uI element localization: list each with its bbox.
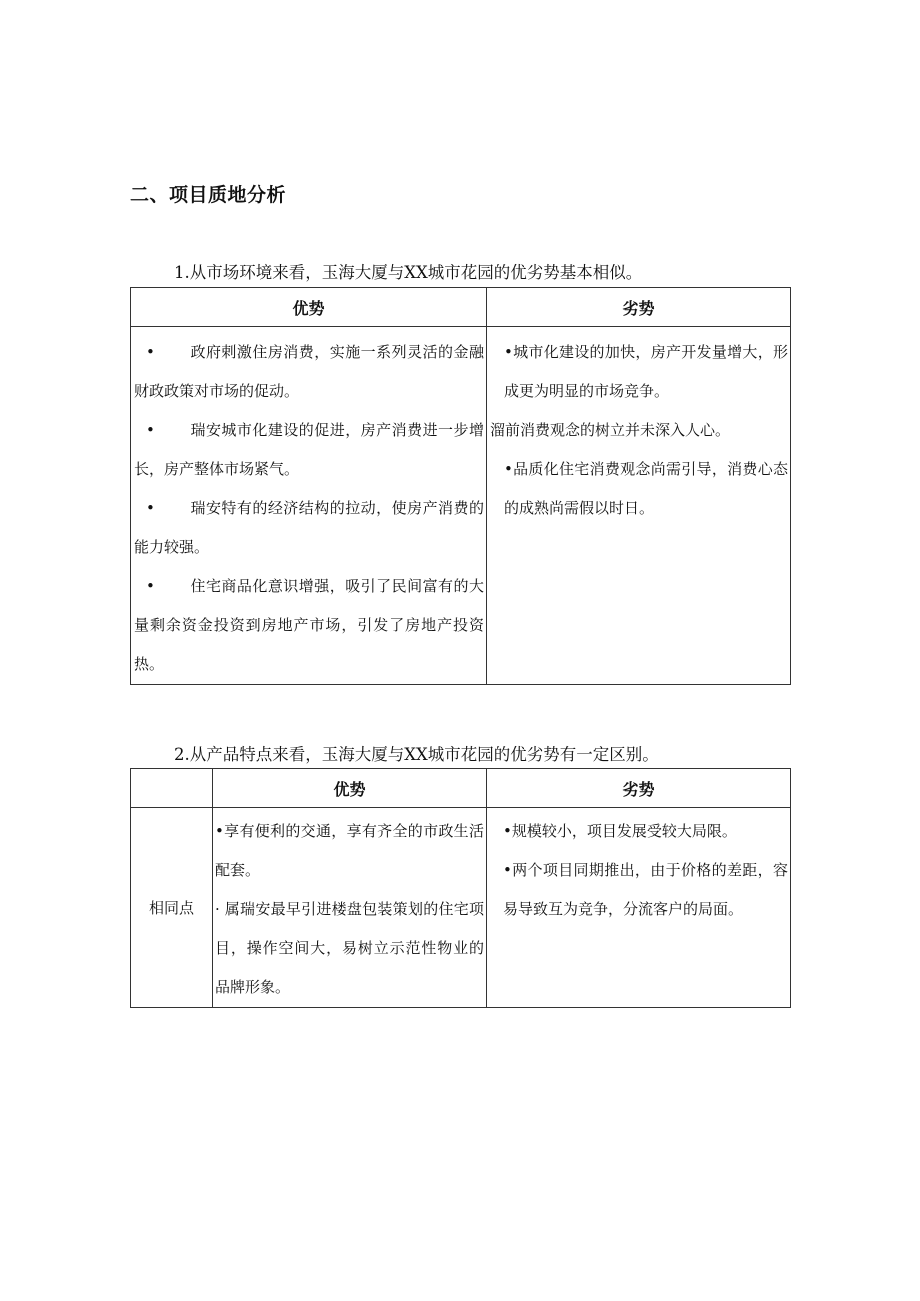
disadvantages-cell (487, 327, 791, 685)
header-disadvantages: 劣势 (487, 769, 791, 808)
section-title: 二、项目质地分析 (130, 184, 287, 206)
header-advantages: 优势 (131, 288, 487, 327)
header-advantages: 优势 (213, 769, 487, 808)
table1-caption: 1.从市场环境来看，玉海大厦与XX城市花园的优劣势基本相似。 (174, 263, 643, 282)
bullet-icon: • (146, 343, 155, 361)
disadvantage-item: •规模较小，项目发展受较大局限。 (503, 822, 737, 840)
market-environment-table (130, 287, 791, 685)
header-empty (131, 769, 213, 808)
advantage-item: • 住宅商品化意识增强，吸引了民间富有的大量剩余资金投资到房地产市场，引发了房地产投资热。 (134, 567, 484, 684)
bullet-icon: • (146, 577, 155, 595)
disadvantage-item: •品质化住宅消费观念尚需引导，消费心态的成熟尚需假以时日。 (504, 460, 788, 517)
disadvantages-cell (487, 808, 791, 1008)
disadvantage-item: 溜前消费观念的树立并未深入人心。 (490, 421, 731, 439)
row-label-similarities: 相同点 (131, 808, 213, 1008)
advantage-item: · 属瑞安最早引进楼盘包装策划的住宅项目，操作空间大，易树立示范性物业的品牌形象。 (215, 900, 484, 996)
bullet-icon: • (146, 421, 155, 439)
disadvantage-item: •城市化建设的加快，房产开发量增大，形成更为明显的市场竞争。 (504, 343, 788, 400)
advantage-item: • 政府剌激住房消费，实施一系列灵活的金融财政政策对市场的促动。 (134, 333, 484, 411)
header-disadvantages: 劣势 (487, 288, 791, 327)
bullet-icon: • (146, 499, 155, 517)
table2-caption: 2.从产品特点来看，玉海大厦与XX城市花园的优劣势有一定区别。 (174, 745, 659, 764)
product-features-table (130, 768, 791, 1008)
advantage-item: •享有便利的交通，享有齐全的市政生活配套。 (215, 822, 484, 879)
advantages-cell (213, 808, 487, 1008)
disadvantage-item: •两个项目同期推出，由于价格的差距，容易导致互为竞争，分流客户的局面。 (503, 861, 788, 918)
advantage-item: • 瑞安城市化建设的促进，房产消费进一步增长，房产整体市场紧气。 (134, 411, 484, 489)
advantages-cell (131, 327, 487, 685)
advantage-item: • 瑞安特有的经济结构的拉动，使房产消费的能力较强。 (134, 489, 484, 567)
